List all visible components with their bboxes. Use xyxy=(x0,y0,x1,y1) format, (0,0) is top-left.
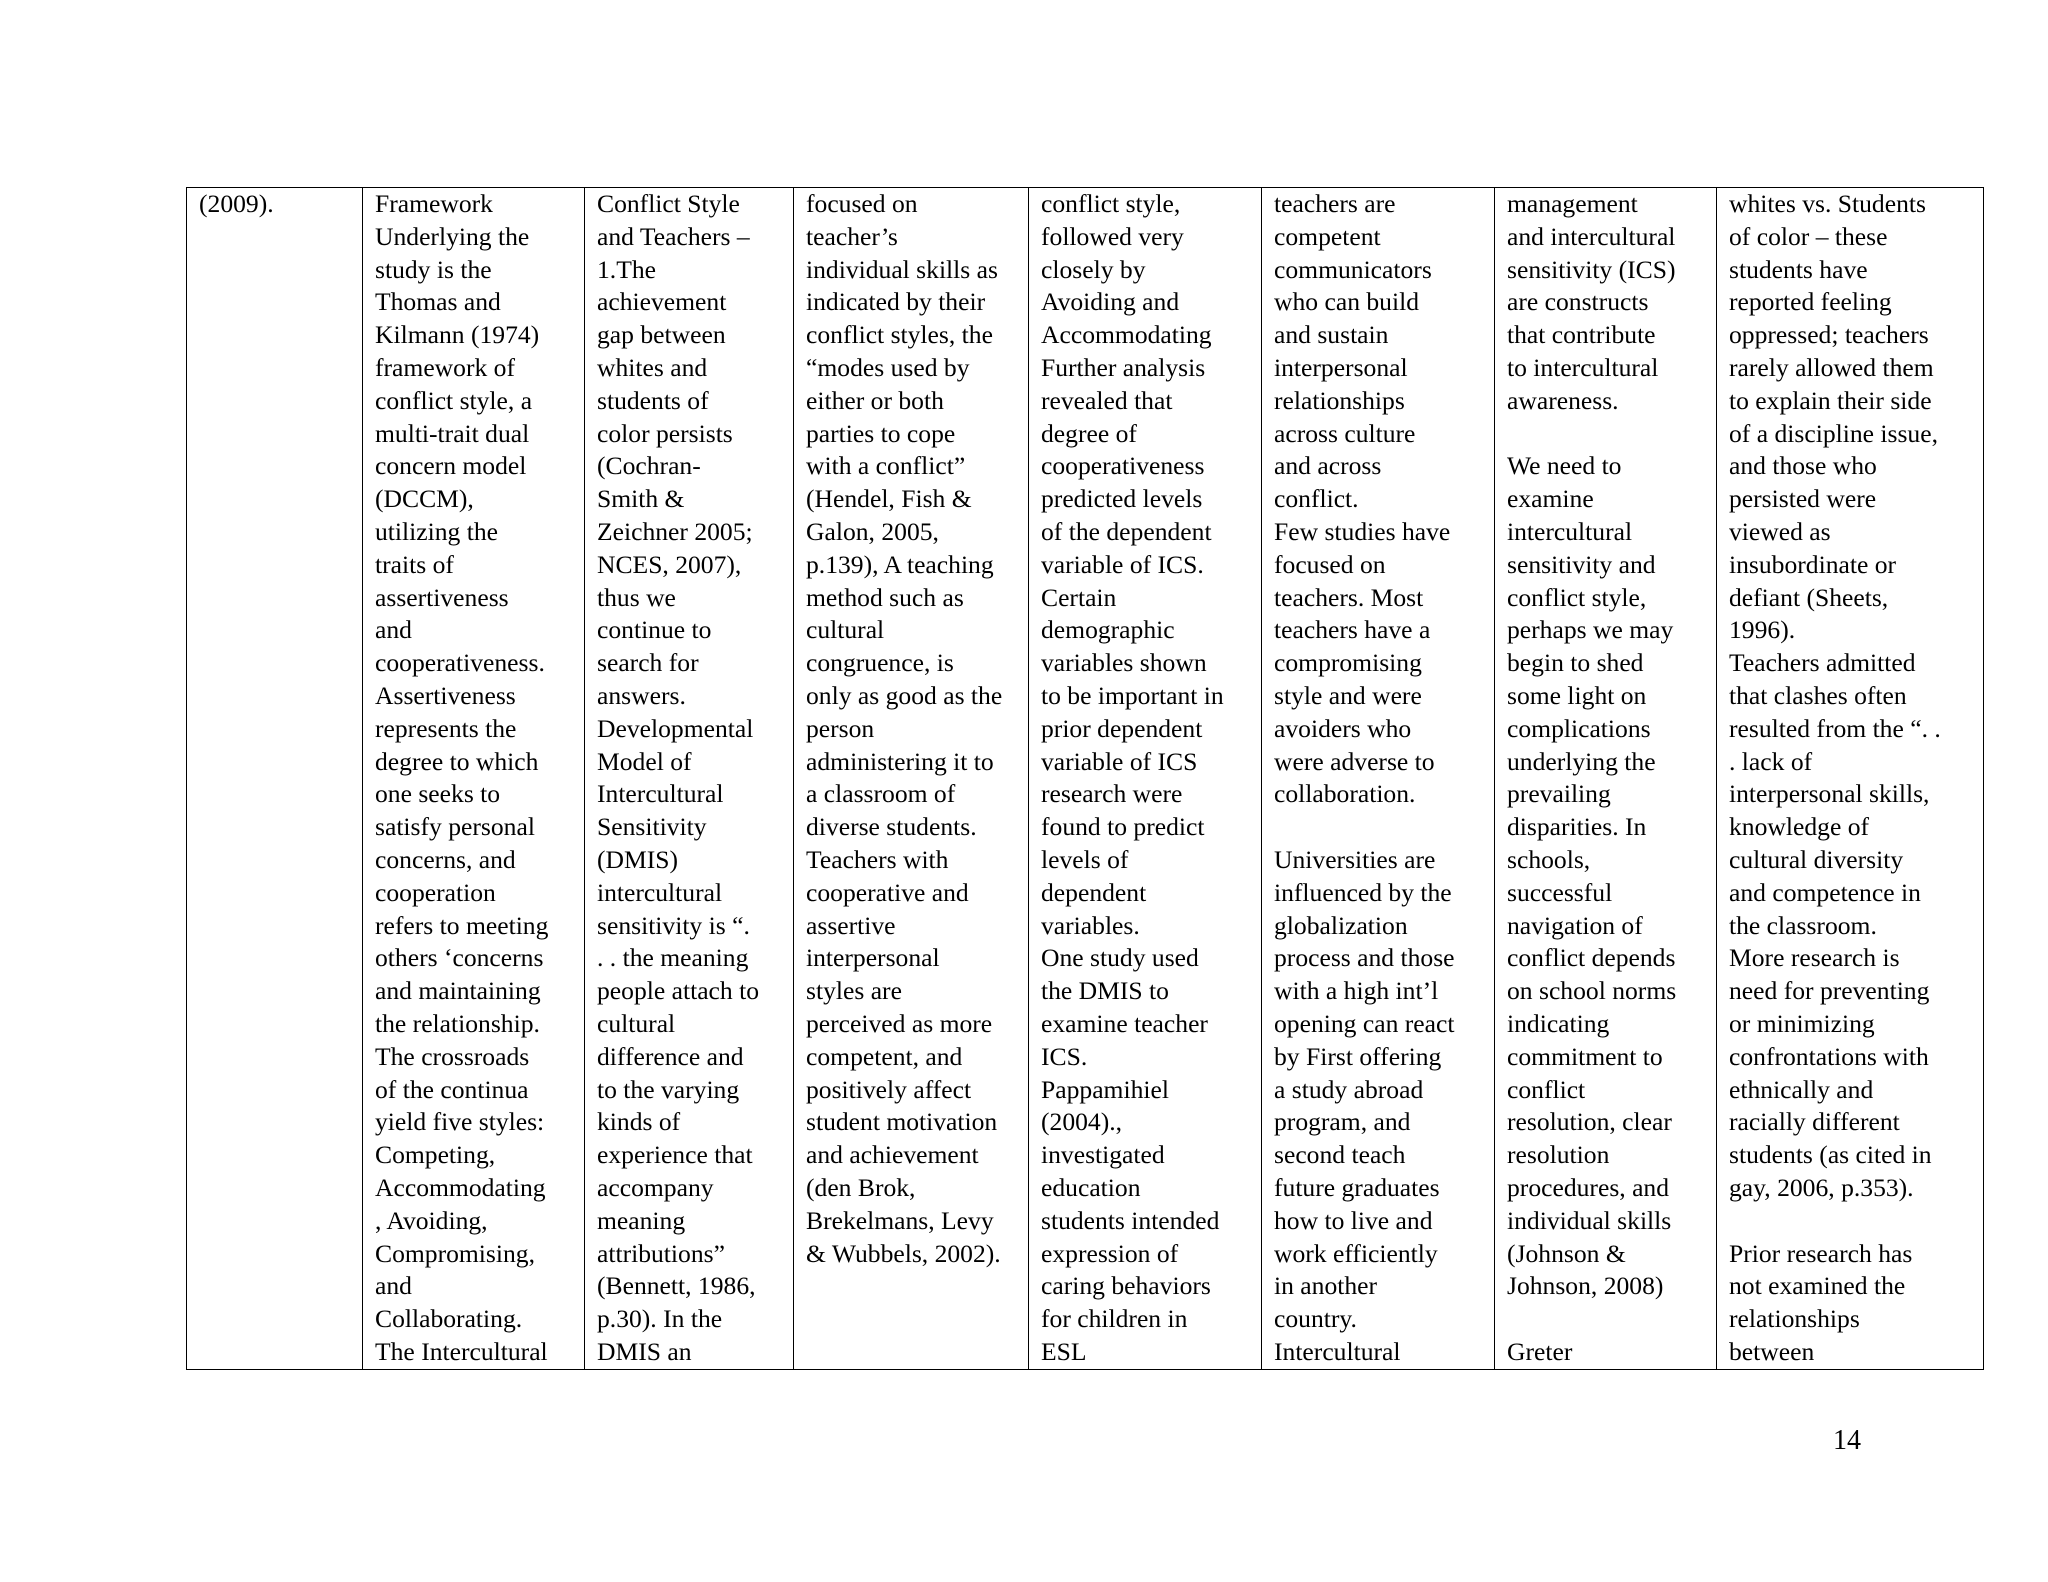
cell-text-line: a classroom of xyxy=(806,779,956,809)
cell-text-line: cultural diversity xyxy=(1729,844,1904,874)
cell-text-line: of the continua xyxy=(375,1074,529,1104)
cell-text-line: dependent xyxy=(1041,877,1147,907)
cell-text-line: conflict styles, the xyxy=(806,320,993,350)
cell-text-line: and across xyxy=(1274,451,1382,481)
cell-text-line: degree of xyxy=(1041,418,1137,448)
cell-text-line: . lack of xyxy=(1729,746,1813,776)
cell-text-line: attributions” xyxy=(597,1238,725,1268)
cell-text-line: cooperation xyxy=(375,877,496,907)
cell-text-line: students intended xyxy=(1041,1205,1220,1235)
cell-text-line: to explain their side xyxy=(1729,385,1932,415)
cell-text-line: teachers are xyxy=(1274,189,1396,218)
cell-text-line: and intercultural xyxy=(1507,221,1676,251)
cell-text-line: assertive xyxy=(806,910,896,940)
cell-text-line: utilizing the xyxy=(375,516,498,546)
cell-text-line: rarely allowed them xyxy=(1729,352,1934,382)
cell-text-line: demographic xyxy=(1041,615,1175,645)
cell-text-line: congruence, is xyxy=(806,648,954,678)
cell-text-line: (Cochran- xyxy=(597,451,701,481)
cell-text-line: We need to xyxy=(1507,451,1622,481)
cell-text-line: by First offering xyxy=(1274,1041,1442,1071)
cell-text-line: underlying the xyxy=(1507,746,1656,776)
cell-text-line: some light on xyxy=(1507,680,1647,710)
cell-text-line: avoiders who xyxy=(1274,713,1412,743)
cell-text-line: difference and xyxy=(597,1041,744,1071)
cell-year xyxy=(187,188,363,1370)
cell-text-line: interpersonal xyxy=(1274,352,1408,382)
cell-text-line: cultural xyxy=(806,615,885,645)
cell-text-line: variables. xyxy=(1041,910,1140,940)
cell-text-line: (den Brok, xyxy=(806,1172,916,1202)
cell-text-line: conflict depends xyxy=(1507,943,1676,973)
cell-text-line: perceived as more xyxy=(806,1008,993,1038)
cell-text-line: that contribute xyxy=(1507,320,1656,350)
cell-text-line: Brekelmans, Levy xyxy=(806,1205,994,1235)
cell-text-line: Pappamihiel xyxy=(1041,1074,1169,1104)
cell-text-line: not examined the xyxy=(1729,1271,1906,1301)
cell-text-line: future graduates xyxy=(1274,1172,1440,1202)
cell-text-line: (2009). xyxy=(199,189,274,218)
cell-text-line: conflict style, a xyxy=(375,385,533,415)
cell-conflict-style-teachers xyxy=(585,188,794,1370)
cell-text-line: the classroom. xyxy=(1729,910,1877,940)
cell-text-line: knowledge of xyxy=(1729,812,1870,842)
cell-text-line: navigation of xyxy=(1507,910,1643,940)
cell-text-line: ethnically and xyxy=(1729,1074,1874,1104)
cell-text-line: viewed as xyxy=(1729,516,1831,546)
cell-text-line: teachers. Most xyxy=(1274,582,1424,612)
cell-text-line: (Johnson & xyxy=(1507,1238,1626,1268)
cell-text-line: teachers have a xyxy=(1274,615,1431,645)
cell-text-line: Avoiding and xyxy=(1041,287,1180,317)
cell-text-line: More research is xyxy=(1729,943,1900,973)
cell-text-line: teacher’s xyxy=(806,221,898,251)
cell-text-line: thus we xyxy=(597,582,676,612)
cell-text-line: for children in xyxy=(1041,1304,1188,1334)
cell-text-line: (DCCM), xyxy=(375,484,474,514)
cell-text-line: influenced by the xyxy=(1274,877,1452,907)
cell-text-line: focused on xyxy=(1274,549,1386,579)
cell-text-line: awareness. xyxy=(1507,385,1619,415)
cell-text-line: people attach to xyxy=(597,976,760,1006)
cell-text-line: whites vs. Students xyxy=(1729,189,1926,218)
cell-text-line: cultural xyxy=(597,1008,676,1038)
cell-text-line: with a high int’l xyxy=(1274,976,1439,1006)
cell-text-line: levels of xyxy=(1041,844,1129,874)
cell-text-line: interpersonal xyxy=(806,943,940,973)
cell-text-line: answers. xyxy=(597,680,686,710)
cell-text-line: opening can react xyxy=(1274,1008,1455,1038)
cell-text-line: sensitivity and xyxy=(1507,549,1656,579)
cell-text-line: to be important in xyxy=(1041,680,1224,710)
cell-text-line: The Intercultural xyxy=(375,1336,548,1366)
cell-text-line: of color – these xyxy=(1729,221,1888,251)
cell-text-line: individual skills xyxy=(1507,1205,1672,1235)
cell-text-line: , Avoiding, xyxy=(375,1205,488,1235)
cell-text-line: the relationship. xyxy=(375,1008,540,1038)
cell-text-line: expression of xyxy=(1041,1238,1179,1268)
cell-text-line: examine teacher xyxy=(1041,1008,1208,1038)
cell-text-line: style and were xyxy=(1274,680,1422,710)
cell-text-line: investigated xyxy=(1041,1140,1165,1170)
cell-text-line: education xyxy=(1041,1172,1141,1202)
cell-text-line: successful xyxy=(1507,877,1613,907)
cell-text-line: one seeks to xyxy=(375,779,501,809)
cell-text-line xyxy=(1729,1205,1983,1238)
cell-text-line: process and those xyxy=(1274,943,1455,973)
cell-text-line: Conflict Style xyxy=(597,189,740,218)
cell-text-line: disparities. In xyxy=(1507,812,1647,842)
cell-text-line: schools, xyxy=(1507,844,1591,874)
cell-text-line: country. xyxy=(1274,1304,1357,1334)
cell-text-line: Accommodating xyxy=(375,1172,546,1202)
cell-text-line: Assertiveness xyxy=(375,680,516,710)
cell-text-line: person xyxy=(806,713,875,743)
cell-text-line: commitment to xyxy=(1507,1041,1663,1071)
cell-text-line: ICS. xyxy=(1041,1041,1088,1071)
cell-text-line: Teachers admitted xyxy=(1729,648,1916,678)
cell-text-line: variables shown xyxy=(1041,648,1207,678)
cell-text-line: Thomas and xyxy=(375,287,501,317)
cell-text-line: with a conflict” xyxy=(806,451,966,481)
cell-text-line: administering it to xyxy=(806,746,994,776)
cell-text-line: Zeichner 2005; xyxy=(597,516,753,546)
cell-students-of-color xyxy=(1717,188,1984,1370)
cell-text-line: between xyxy=(1729,1336,1815,1366)
cell-text-line: Smith & xyxy=(597,484,685,514)
cell-text-line: on school norms xyxy=(1507,976,1677,1006)
cell-text-line: and maintaining xyxy=(375,976,541,1006)
cell-text-line: Universities are xyxy=(1274,844,1436,874)
cell-text-line: kinds of xyxy=(597,1107,681,1137)
cell-text-line: students (as cited in xyxy=(1729,1140,1932,1170)
cell-text-line: compromising xyxy=(1274,648,1422,678)
cell-text-line: p.139), A teaching xyxy=(806,549,994,579)
cell-text-line: and Teachers – xyxy=(597,221,750,251)
cell-text-line: (Hendel, Fish & xyxy=(806,484,972,514)
cell-text-line: caring behaviors xyxy=(1041,1271,1211,1301)
cell-competent-communicators xyxy=(1262,188,1495,1370)
cell-text-line: globalization xyxy=(1274,910,1408,940)
cell-text-line: Intercultural xyxy=(597,779,724,809)
cell-text-line: Galon, 2005, xyxy=(806,516,939,546)
cell-text-line: continue to xyxy=(597,615,712,645)
cell-text-line: Compromising, xyxy=(375,1238,535,1268)
literature-review-table xyxy=(186,187,1984,1370)
cell-text-line: variable of ICS xyxy=(1041,746,1198,776)
cell-text-line: conflict style, xyxy=(1507,582,1647,612)
cell-text-line: 1.The xyxy=(597,254,656,284)
cell-text-line: parties to cope xyxy=(806,418,956,448)
cell-text-line: Johnson, 2008) xyxy=(1507,1271,1664,1301)
cell-text-line: intercultural xyxy=(1507,516,1633,546)
cell-text-line: only as good as the xyxy=(806,680,1003,710)
cell-text-line: cooperativeness. xyxy=(375,648,545,678)
cell-text-line: Model of xyxy=(597,746,692,776)
cell-text-line: Prior research has xyxy=(1729,1238,1913,1268)
cell-text-line: & Wubbels, 2002). xyxy=(806,1238,1001,1268)
cell-text-line: of the dependent xyxy=(1041,516,1212,546)
cell-text-line: Few studies have xyxy=(1274,516,1451,546)
cell-text-line: relationships xyxy=(1729,1304,1860,1334)
cell-text-line: interpersonal skills, xyxy=(1729,779,1930,809)
cell-text-line: DMIS an xyxy=(597,1336,692,1366)
cell-text-line: were adverse to xyxy=(1274,746,1435,776)
cell-text-line: competent, and xyxy=(806,1041,963,1071)
cell-text-line: styles are xyxy=(806,976,902,1006)
cell-text-line: racially different xyxy=(1729,1107,1900,1137)
cell-text-line: Underlying the xyxy=(375,221,530,251)
cell-text-line: Developmental xyxy=(597,713,754,743)
cell-text-line: accompany xyxy=(597,1172,714,1202)
cell-text-line: and xyxy=(375,1271,412,1301)
cell-text-line: management xyxy=(1507,189,1638,218)
cell-text-line: prior dependent xyxy=(1041,713,1203,743)
cell-text-line: or minimizing xyxy=(1729,1008,1875,1038)
cell-text-line: Competing, xyxy=(375,1140,496,1170)
cell-text-line: cooperativeness xyxy=(1041,451,1205,481)
cell-text-line: conflict style, xyxy=(1041,189,1181,218)
cell-text-line: meaning xyxy=(597,1205,686,1235)
cell-text-line: revealed that xyxy=(1041,385,1173,415)
cell-text-line: students have xyxy=(1729,254,1868,284)
cell-analysis-findings xyxy=(1029,188,1262,1370)
cell-text-line: that clashes often xyxy=(1729,680,1907,710)
cell-text-line: and achievement xyxy=(806,1140,979,1170)
cell-text-line: individual skills as xyxy=(806,254,998,284)
cell-framework xyxy=(363,188,585,1370)
cell-text-line: research were xyxy=(1041,779,1183,809)
page-number: 14 xyxy=(1833,1425,1861,1456)
cell-text-line: program, and xyxy=(1274,1107,1411,1137)
cell-text-line: conflict. xyxy=(1274,484,1359,514)
cell-text-line: perhaps we may xyxy=(1507,615,1674,645)
cell-text-line: framework of xyxy=(375,352,515,382)
table-row xyxy=(187,188,1984,1370)
cell-text-line: begin to shed xyxy=(1507,648,1644,678)
cell-text-line xyxy=(1507,418,1716,451)
cell-text-line: found to predict xyxy=(1041,812,1205,842)
cell-text-line: diverse students. xyxy=(806,812,977,842)
cell-text-line: across culture xyxy=(1274,418,1416,448)
cell-text-line: ESL xyxy=(1041,1336,1087,1366)
cell-text-line: variable of ICS. xyxy=(1041,549,1204,579)
cell-text-line: Greter xyxy=(1507,1336,1573,1366)
cell-text-line: sensitivity (ICS) xyxy=(1507,254,1676,284)
cell-text-line: are constructs xyxy=(1507,287,1649,317)
cell-text-line: students of xyxy=(597,385,709,415)
cell-text-line: Sensitivity xyxy=(597,812,707,842)
cell-text-line: search for xyxy=(597,648,699,678)
cell-text-line: concerns, and xyxy=(375,844,516,874)
cell-text-line: collaboration. xyxy=(1274,779,1416,809)
cell-text-line: 1996). xyxy=(1729,615,1796,645)
cell-text-line: Certain xyxy=(1041,582,1117,612)
cell-text-line: cooperative and xyxy=(806,877,969,907)
cell-text-line: traits of xyxy=(375,549,454,579)
cell-text-line: Intercultural xyxy=(1274,1336,1401,1366)
cell-text-line: and xyxy=(375,615,412,645)
cell-text-line: concern model xyxy=(375,451,527,481)
cell-text-line: NCES, 2007), xyxy=(597,549,742,579)
cell-text-line: (2004)., xyxy=(1041,1107,1123,1137)
cell-text-line: to the varying xyxy=(597,1074,740,1104)
cell-text-line: . . the meaning xyxy=(597,943,749,973)
cell-teacher-skills xyxy=(794,188,1029,1370)
cell-text-line: closely by xyxy=(1041,254,1146,284)
cell-text-line: (Bennett, 1986, xyxy=(597,1271,756,1301)
cell-text-line: represents the xyxy=(375,713,517,743)
cell-text-line: others ‘concerns xyxy=(375,943,544,973)
cell-text-line: p.30). In the xyxy=(597,1304,723,1334)
cell-text-line: and those who xyxy=(1729,451,1877,481)
cell-text-line: indicating xyxy=(1507,1008,1610,1038)
cell-text-line xyxy=(1274,811,1494,844)
cell-text-line: competent xyxy=(1274,221,1381,251)
cell-text-line: color persists xyxy=(597,418,733,448)
cell-text-line: complications xyxy=(1507,713,1651,743)
cell-text-line: communicators xyxy=(1274,254,1432,284)
cell-text-line: procedures, and xyxy=(1507,1172,1670,1202)
cell-text-line: work efficiently xyxy=(1274,1238,1438,1268)
cell-text-line: achievement xyxy=(597,287,727,317)
cell-text-line: The crossroads xyxy=(375,1041,530,1071)
cell-text-line: followed very xyxy=(1041,221,1184,251)
cell-text-line: Kilmann (1974) xyxy=(375,320,540,350)
cell-text-line: resolution, clear xyxy=(1507,1107,1672,1137)
cell-text-line: in another xyxy=(1274,1271,1378,1301)
cell-text-line: study is the xyxy=(375,254,492,284)
cell-text-line: “modes used by xyxy=(806,352,970,382)
cell-text-line: yield five styles: xyxy=(375,1107,545,1137)
cell-text-line: intercultural xyxy=(597,877,723,907)
cell-text-line: method such as xyxy=(806,582,964,612)
cell-text-line: One study used xyxy=(1041,943,1199,973)
cell-text-line: gap between xyxy=(597,320,726,350)
cell-text-line: indicated by their xyxy=(806,287,986,317)
cell-text-line: second teach xyxy=(1274,1140,1406,1170)
cell-text-line xyxy=(1507,1303,1716,1336)
cell-text-line: reported feeling xyxy=(1729,287,1892,317)
cell-text-line: Teachers with xyxy=(806,844,949,874)
cell-text-line: experience that xyxy=(597,1140,753,1170)
cell-text-line: persisted were xyxy=(1729,484,1877,514)
cell-text-line: defiant (Sheets, xyxy=(1729,582,1889,612)
cell-text-line: Further analysis xyxy=(1041,352,1206,382)
cell-text-line: insubordinate or xyxy=(1729,549,1897,579)
cell-text-line: gay, 2006, p.353). xyxy=(1729,1172,1914,1202)
cell-text-line: of a discipline issue, xyxy=(1729,418,1938,448)
cell-text-line: oppressed; teachers xyxy=(1729,320,1929,350)
cell-management-ics xyxy=(1495,188,1717,1370)
cell-text-line: the DMIS to xyxy=(1041,976,1169,1006)
cell-text-line: focused on xyxy=(806,189,918,218)
cell-text-line: who can build xyxy=(1274,287,1420,317)
cell-text-line: Accommodating xyxy=(1041,320,1212,350)
cell-text-line: refers to meeting xyxy=(375,910,549,940)
cell-text-line: relationships xyxy=(1274,385,1405,415)
cell-text-line: to intercultural xyxy=(1507,352,1659,382)
cell-text-line: a study abroad xyxy=(1274,1074,1424,1104)
cell-text-line: assertiveness xyxy=(375,582,509,612)
cell-text-line: how to live and xyxy=(1274,1205,1433,1235)
cell-text-line: whites and xyxy=(597,352,708,382)
cell-text-line: student motivation xyxy=(806,1107,998,1137)
cell-text-line: positively affect xyxy=(806,1074,972,1104)
cell-text-line: (DMIS) xyxy=(597,844,679,874)
cell-text-line: sensitivity is “. xyxy=(597,910,750,940)
cell-text-line: and competence in xyxy=(1729,877,1921,907)
cell-text-line: conflict xyxy=(1507,1074,1586,1104)
cell-text-line: Collaborating. xyxy=(375,1304,523,1334)
cell-text-line: resolution xyxy=(1507,1140,1610,1170)
cell-text-line: Framework xyxy=(375,189,493,218)
cell-text-line: satisfy personal xyxy=(375,812,535,842)
cell-text-line: confrontations with xyxy=(1729,1041,1929,1071)
cell-text-line: either or both xyxy=(806,385,944,415)
cell-text-line: and sustain xyxy=(1274,320,1389,350)
cell-text-line: degree to which xyxy=(375,746,539,776)
cell-text-line: need for preventing xyxy=(1729,976,1930,1006)
cell-text-line: resulted from the “. . xyxy=(1729,713,1941,743)
cell-text-line: multi-trait dual xyxy=(375,418,530,448)
cell-text-line: predicted levels xyxy=(1041,484,1203,514)
cell-text-line: prevailing xyxy=(1507,779,1611,809)
cell-text-line: examine xyxy=(1507,484,1594,514)
